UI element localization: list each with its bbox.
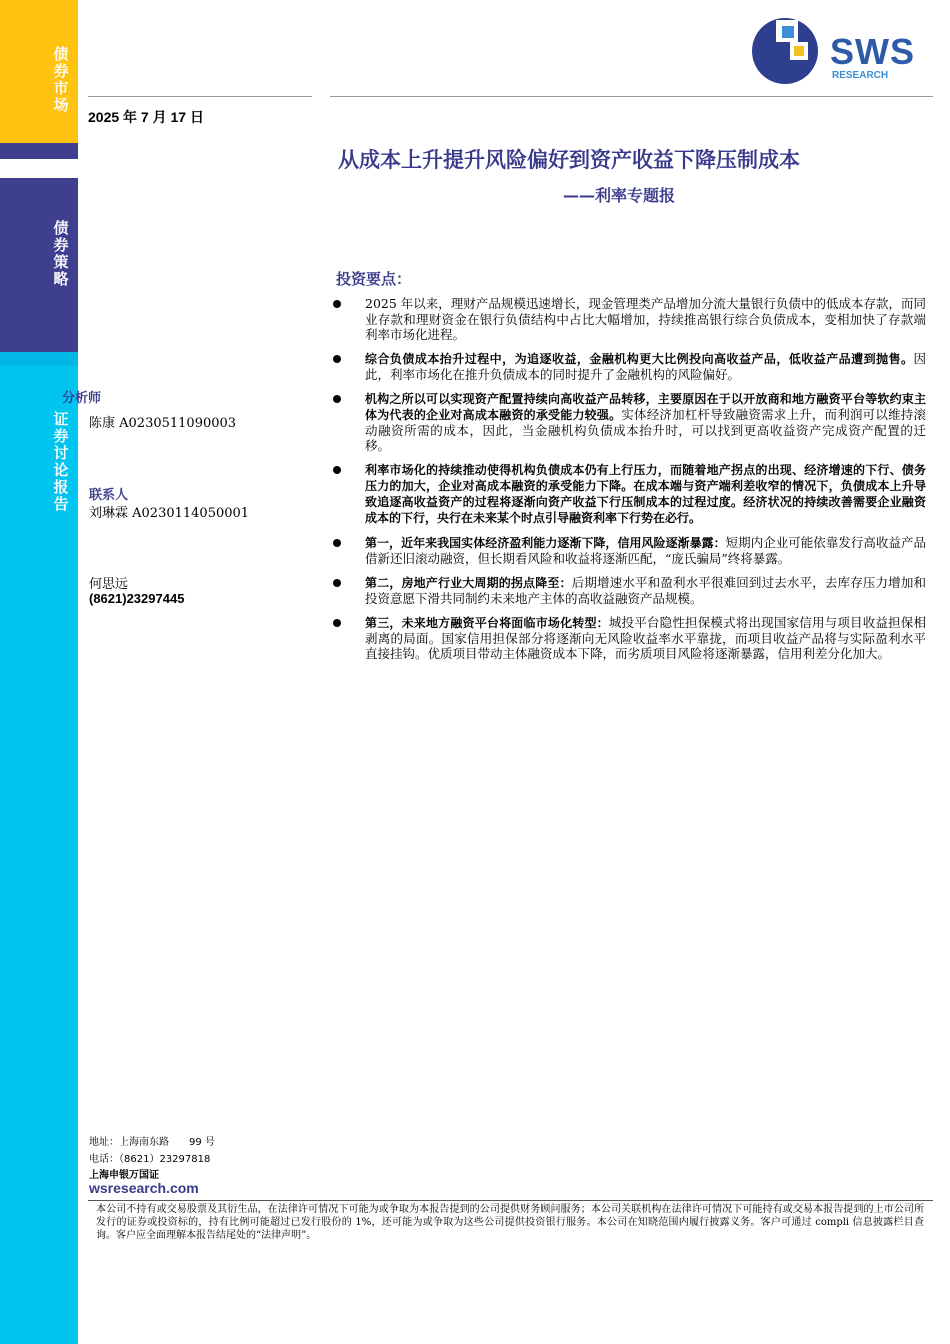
footer-divider: [88, 1200, 933, 1201]
bullet-icon: [333, 579, 341, 587]
list-item: [330, 615, 926, 661]
point-text: 短期内企业可能依靠发行高收益产品借新还旧滚动融资，但长期看风险和收益将逐渐匹配，“庞氏骗局”终将暴露。: [365, 535, 926, 566]
point-text: 城投平台隐性担保模式将出现国家信用与项目收益担保相剥离的局面。国家信用担保部分将逐渐向无风险收益率水平靠拢，而项目收益产品将与实际盈利水平直接挂钩。优质项目带动主体融资成本下降，而劣质项目风险将逐渐暴露，信用利差分化加大。: [365, 615, 926, 661]
sidebar-label-report-type: 证券讨论报告: [53, 410, 69, 513]
contact2-phone: (8621)23297445: [89, 591, 185, 606]
contact-name: 刘琳霖 A0230114050001: [89, 506, 250, 521]
sidebar-band-navy-thin: [0, 143, 78, 159]
bullet-icon: [333, 395, 341, 403]
point-text: 后期增速水平和盈利水平很难回到过去水平，去库存压力增加和投资意愿下滑共同制约未来地产主体的高收益融资产品规模。: [365, 575, 926, 606]
list-item: [330, 462, 926, 526]
report-subtitle: ——利率专题报: [563, 186, 676, 205]
logo-brand: SWS: [830, 31, 916, 72]
analyst-name: 陈康 A0230511090003: [89, 416, 237, 431]
sidebar-label-market: 债券市场: [53, 45, 69, 114]
list-item: [330, 296, 926, 342]
point-bold: 第一，近年来我国实体经济盈利能力逐渐下降，信用风险逐渐暴露：: [365, 536, 726, 550]
point-bold: 机构之所以可以实现资产配置持续向高收益产品转移，主要原因在于以开放商和地方融资平台等软约束主体为代表的企业对高成本融资的承受能力较强。: [365, 392, 926, 422]
sidebar-label-strategy: 债券策略: [53, 219, 69, 288]
contact-label: 联系人: [89, 488, 129, 503]
point-text: 因此，利率市场化在推升负债成本的同时提升了金融机构的风险偏好。: [365, 351, 926, 382]
point-bold: 第三，未来地方融资平台将面临市场化转型：: [365, 616, 609, 630]
point-bold: 综合负债成本抬升过程中，为追逐收益，金融机构更大比例投向高收益产品，低收益产品遭到抛售。: [365, 352, 914, 366]
list-item: [330, 391, 926, 453]
report-title: 从成本上升提升风险偏好到资产收益下降压制成本: [338, 148, 800, 172]
list-item: [330, 575, 926, 606]
company-name: 上海申银万国证: [89, 1170, 159, 1181]
header-divider-left: [88, 96, 312, 97]
key-points-list: [330, 296, 926, 670]
company-address: 地址：上海南东路 99 号: [89, 1137, 215, 1148]
report-date: 2025 年 7 月 17 日: [88, 109, 204, 125]
logo-subtext: RESEARCH: [832, 70, 889, 81]
point-bold: 第二，房地产行业大周期的拐点降至：: [365, 576, 572, 590]
bullet-icon: [333, 300, 341, 308]
point-text: 实体经济加杠杆导致融资需求上升，而利润可以维持滚动融资所需的成本，因此，当金融机构负债成本抬升时，可以找到更高收益资产完成资产配置的迁移。: [365, 407, 926, 453]
contact2-name: 何思远: [89, 577, 129, 592]
bullet-icon: [333, 466, 341, 474]
header-divider-right: [330, 96, 933, 97]
analyst-label: 分析师: [62, 391, 102, 406]
key-points-heading: 投资要点：: [336, 270, 412, 288]
point-text: 2025 年以来，理财产品规模迅速增长，现金管理类产品增加分流大量银行负债中的低成本存款，而同业存款和理财资金在银行负债结构中占比大幅增加，持续推高银行综合负债成本，变相加快了存款端利率市场化进程。: [365, 296, 926, 342]
sidebar-band-cyan-thin: [0, 352, 78, 366]
bullet-icon: [333, 539, 341, 547]
website-link[interactable]: wsresearch.com: [89, 1180, 199, 1196]
list-item: [330, 351, 926, 382]
company-phone: 电话：（8621）23297818: [89, 1154, 211, 1165]
point-bold: 利率市场化的持续推动使得机构负债成本仍有上行压力，而随着地产拐点的出现、经济增速的下行、债务压力的加大，企业对高成本融资的承受能力下降。在成本端与资产端利差收窄的情况下，负债成本上升导致追逐高收益资产的过程将逐渐向资产收益下行压制成本的过程过度。经济状况的持续改善需要企业融资成本的下行，央行在未来某个时点引导融资利率下行势在必行。: [365, 463, 926, 525]
bullet-icon: [333, 619, 341, 627]
list-item: [330, 535, 926, 566]
disclaimer-text: 本公司不持有或交易股票及其衍生品，在法律许可情况下可能为或争取为本报告提到的公司提供财务顾问服务；本公司关联机构在法律许可情况下可能持有或交易本报告提到的上市公司所发行的证券或投资标的，持有比例可能超过已发行股份的 1%，还可能为或争取为这些公司提供投资银行服务。本公司在知晓范围内履行披露义务。客户可通过 compli 信息披露栏目查询。客户应全面理解本报告结尾处的“法律声明”。: [96, 1204, 924, 1241]
bullet-icon: [333, 355, 341, 363]
